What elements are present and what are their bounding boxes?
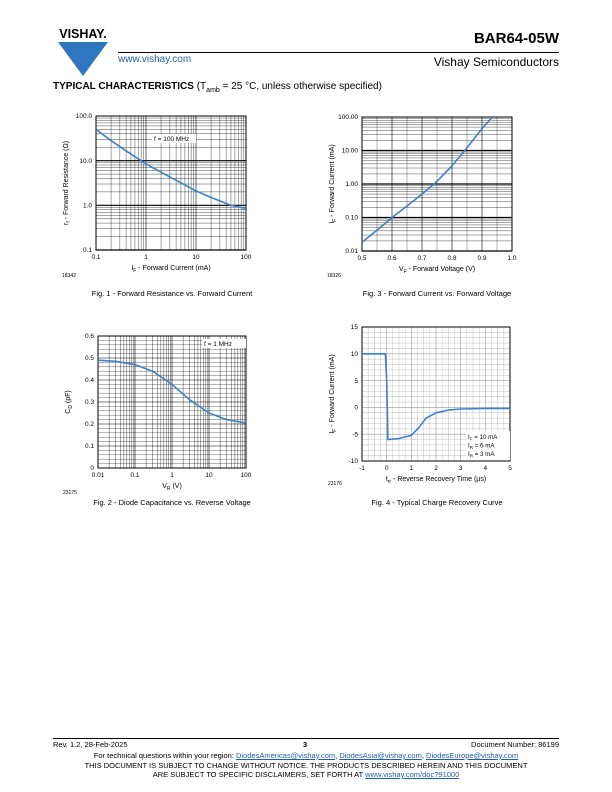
x-tick-label: 10 (205, 472, 213, 479)
legend-entry: $I_F = 10$ mA (468, 434, 498, 442)
figure-code: 23175 (63, 490, 77, 495)
header-rule (118, 52, 559, 53)
footer-docnum: Document Number: 86199 (471, 740, 559, 749)
caption-fig3: Fig. 3 - Forward Current vs. Forward Voltage (362, 289, 512, 298)
footer-questions (53, 751, 559, 760)
y-tick-label: 0.1 (82, 247, 92, 255)
vishay-logo (52, 24, 114, 76)
y-tick-label: 10.0 (79, 157, 92, 165)
x-tick-label: 0 (384, 465, 389, 472)
condition-sub: amb (206, 87, 220, 94)
footer-rule (53, 738, 559, 739)
y-tick-label: 0.1 (84, 443, 94, 451)
footer-sep2: , (421, 751, 427, 760)
section-heading: TYPICAL CHARACTERISTICS (53, 81, 194, 92)
footer-revision: Rev. 1.2, 28-Feb-2025 (53, 740, 128, 749)
figure-code: 23176 (328, 481, 342, 487)
y-tick-label: 0.4 (84, 377, 94, 385)
disclaimer-link[interactable]: www.vishay.com/doc?91000 (365, 770, 460, 779)
logo-text: VISHAY. (59, 27, 107, 41)
figure-code: 18326 (327, 273, 341, 279)
x-tick-label: 5 (508, 465, 512, 472)
x-tick-label: -1 (359, 465, 365, 472)
x-tick-label: 0.1 (91, 254, 101, 261)
x-tick-label: 10 (192, 254, 200, 261)
y-tick-label: 0 (354, 404, 358, 412)
footer-sep1: , (335, 751, 340, 760)
y-tick-label: 0 (90, 465, 94, 473)
x-tick-label: 1 (170, 472, 174, 479)
x-tick-label: 0.7 (417, 255, 427, 262)
email-europe-link[interactable]: DiodesEurope@vishay.com (426, 751, 519, 760)
caption-fig4: Fig. 4 - Typical Charge Recovery Curve (371, 498, 503, 507)
x-tick-label: 3 (458, 465, 463, 472)
logo-triangle (58, 42, 108, 76)
footer-page: 3 (303, 740, 308, 749)
y-axis-label: $C_D$ (pF) (65, 390, 74, 414)
y-tick-label: 15 (350, 324, 358, 332)
x-tick-label: 4 (483, 465, 488, 472)
y-tick-label: 10.00 (341, 147, 358, 155)
chart-fig1 (50, 108, 270, 283)
footer-disclaimer-2 (53, 770, 559, 779)
y-tick-label: 0.10 (345, 214, 358, 222)
footer (53, 740, 559, 779)
x-tick-label: 0.8 (447, 255, 457, 262)
questions-text: For technical questions within your region: (93, 751, 236, 760)
x-tick-label: 0.01 (91, 472, 105, 479)
x-tick-label: 100 (240, 254, 252, 261)
y-tick-label: 10 (350, 351, 358, 358)
y-tick-label: 5 (354, 377, 358, 385)
footer-disclaimer-1: THIS DOCUMENT IS SUBJECT TO CHANGE WITHOUT NOTICE. THE PRODUCTS DESCRIBED HEREIN AND THIS DOCUMENT (84, 761, 528, 770)
grid-lines (98, 336, 246, 468)
chart-fig2 (50, 325, 270, 495)
disclaimer-text: ARE SUBJECT TO SPECIFIC DISCLAIMERS, SET FORTH AT (152, 770, 366, 779)
chart-fig4 (322, 318, 527, 493)
x-tick-label: 1 (144, 254, 148, 261)
condition-suffix: = 25 °C, unless otherwise specified) (219, 81, 382, 92)
email-asia-link[interactable]: DiodesAsia@vishay.com (339, 751, 422, 760)
y-tick-label: 1.00 (345, 181, 358, 189)
y-axis-label: $I_F$ - Forward Current (mA) (329, 144, 338, 224)
legend-entry: $I_R = 6$ mA (468, 442, 495, 450)
x-tick-label: 1 (409, 465, 414, 472)
y-tick-label: 0.5 (84, 355, 94, 363)
legend-entry: $I_R = 3$ mA (468, 451, 495, 459)
x-tick-label: 0.5 (357, 255, 367, 262)
caption-fig1: Fig. 1 - Forward Resistance vs. Forward Current (91, 289, 253, 298)
y-tick-label: 1.0 (82, 202, 92, 210)
x-axis-label: $t_{rr}$ - Reverse Recovery Time (µs) (385, 476, 487, 485)
x-axis-label: $V_F$ - Forward Voltage (V) (398, 266, 476, 275)
company-name: Vishay Semiconductors (433, 55, 559, 69)
chart-fig3 (322, 108, 527, 283)
y-tick-label: -10 (348, 458, 358, 466)
data-line (362, 117, 493, 242)
grid-lines (362, 117, 512, 251)
y-tick-label: 100.00 (338, 114, 358, 122)
x-tick-label: 1.0 (507, 255, 517, 262)
part-number: BAR64-05W (473, 30, 559, 47)
y-tick-label: 100.0 (75, 113, 92, 121)
y-tick-label: 0.01 (345, 248, 358, 256)
figure-code: 18342 (62, 273, 76, 279)
caption-fig2: Fig. 2 - Diode Capacitance vs. Reverse Voltage (93, 498, 251, 507)
x-tick-label: 0.9 (477, 255, 487, 262)
condition-prefix: (T (196, 81, 207, 92)
y-axis-label: $I_F$ - Forward Current (mA) (329, 354, 338, 434)
y-tick-label: 0.3 (84, 399, 94, 407)
x-tick-label: 2 (434, 465, 438, 472)
y-tick-label: -5 (352, 431, 358, 439)
y-tick-label: 0.2 (84, 421, 94, 429)
section-title (53, 81, 382, 94)
y-axis-label: $r_f$ - Forward Resistance (Ω) (63, 140, 72, 226)
y-tick-label: 0.6 (84, 333, 94, 341)
x-tick-label: 100 (240, 472, 252, 479)
x-tick-label: 0.1 (130, 472, 140, 479)
x-tick-label: 0.6 (387, 255, 397, 262)
annotation: f = 1 MHz (204, 341, 232, 348)
x-axis-label: $V_R$ (V) (162, 483, 182, 492)
annotation: f = 100 MHz (154, 136, 190, 143)
website-link[interactable]: www.vishay.com (118, 54, 192, 65)
x-axis-label: $I_F$ - Forward Current (mA) (131, 265, 211, 274)
email-americas-link[interactable]: DiodesAmericas@vishay.com (236, 751, 336, 760)
